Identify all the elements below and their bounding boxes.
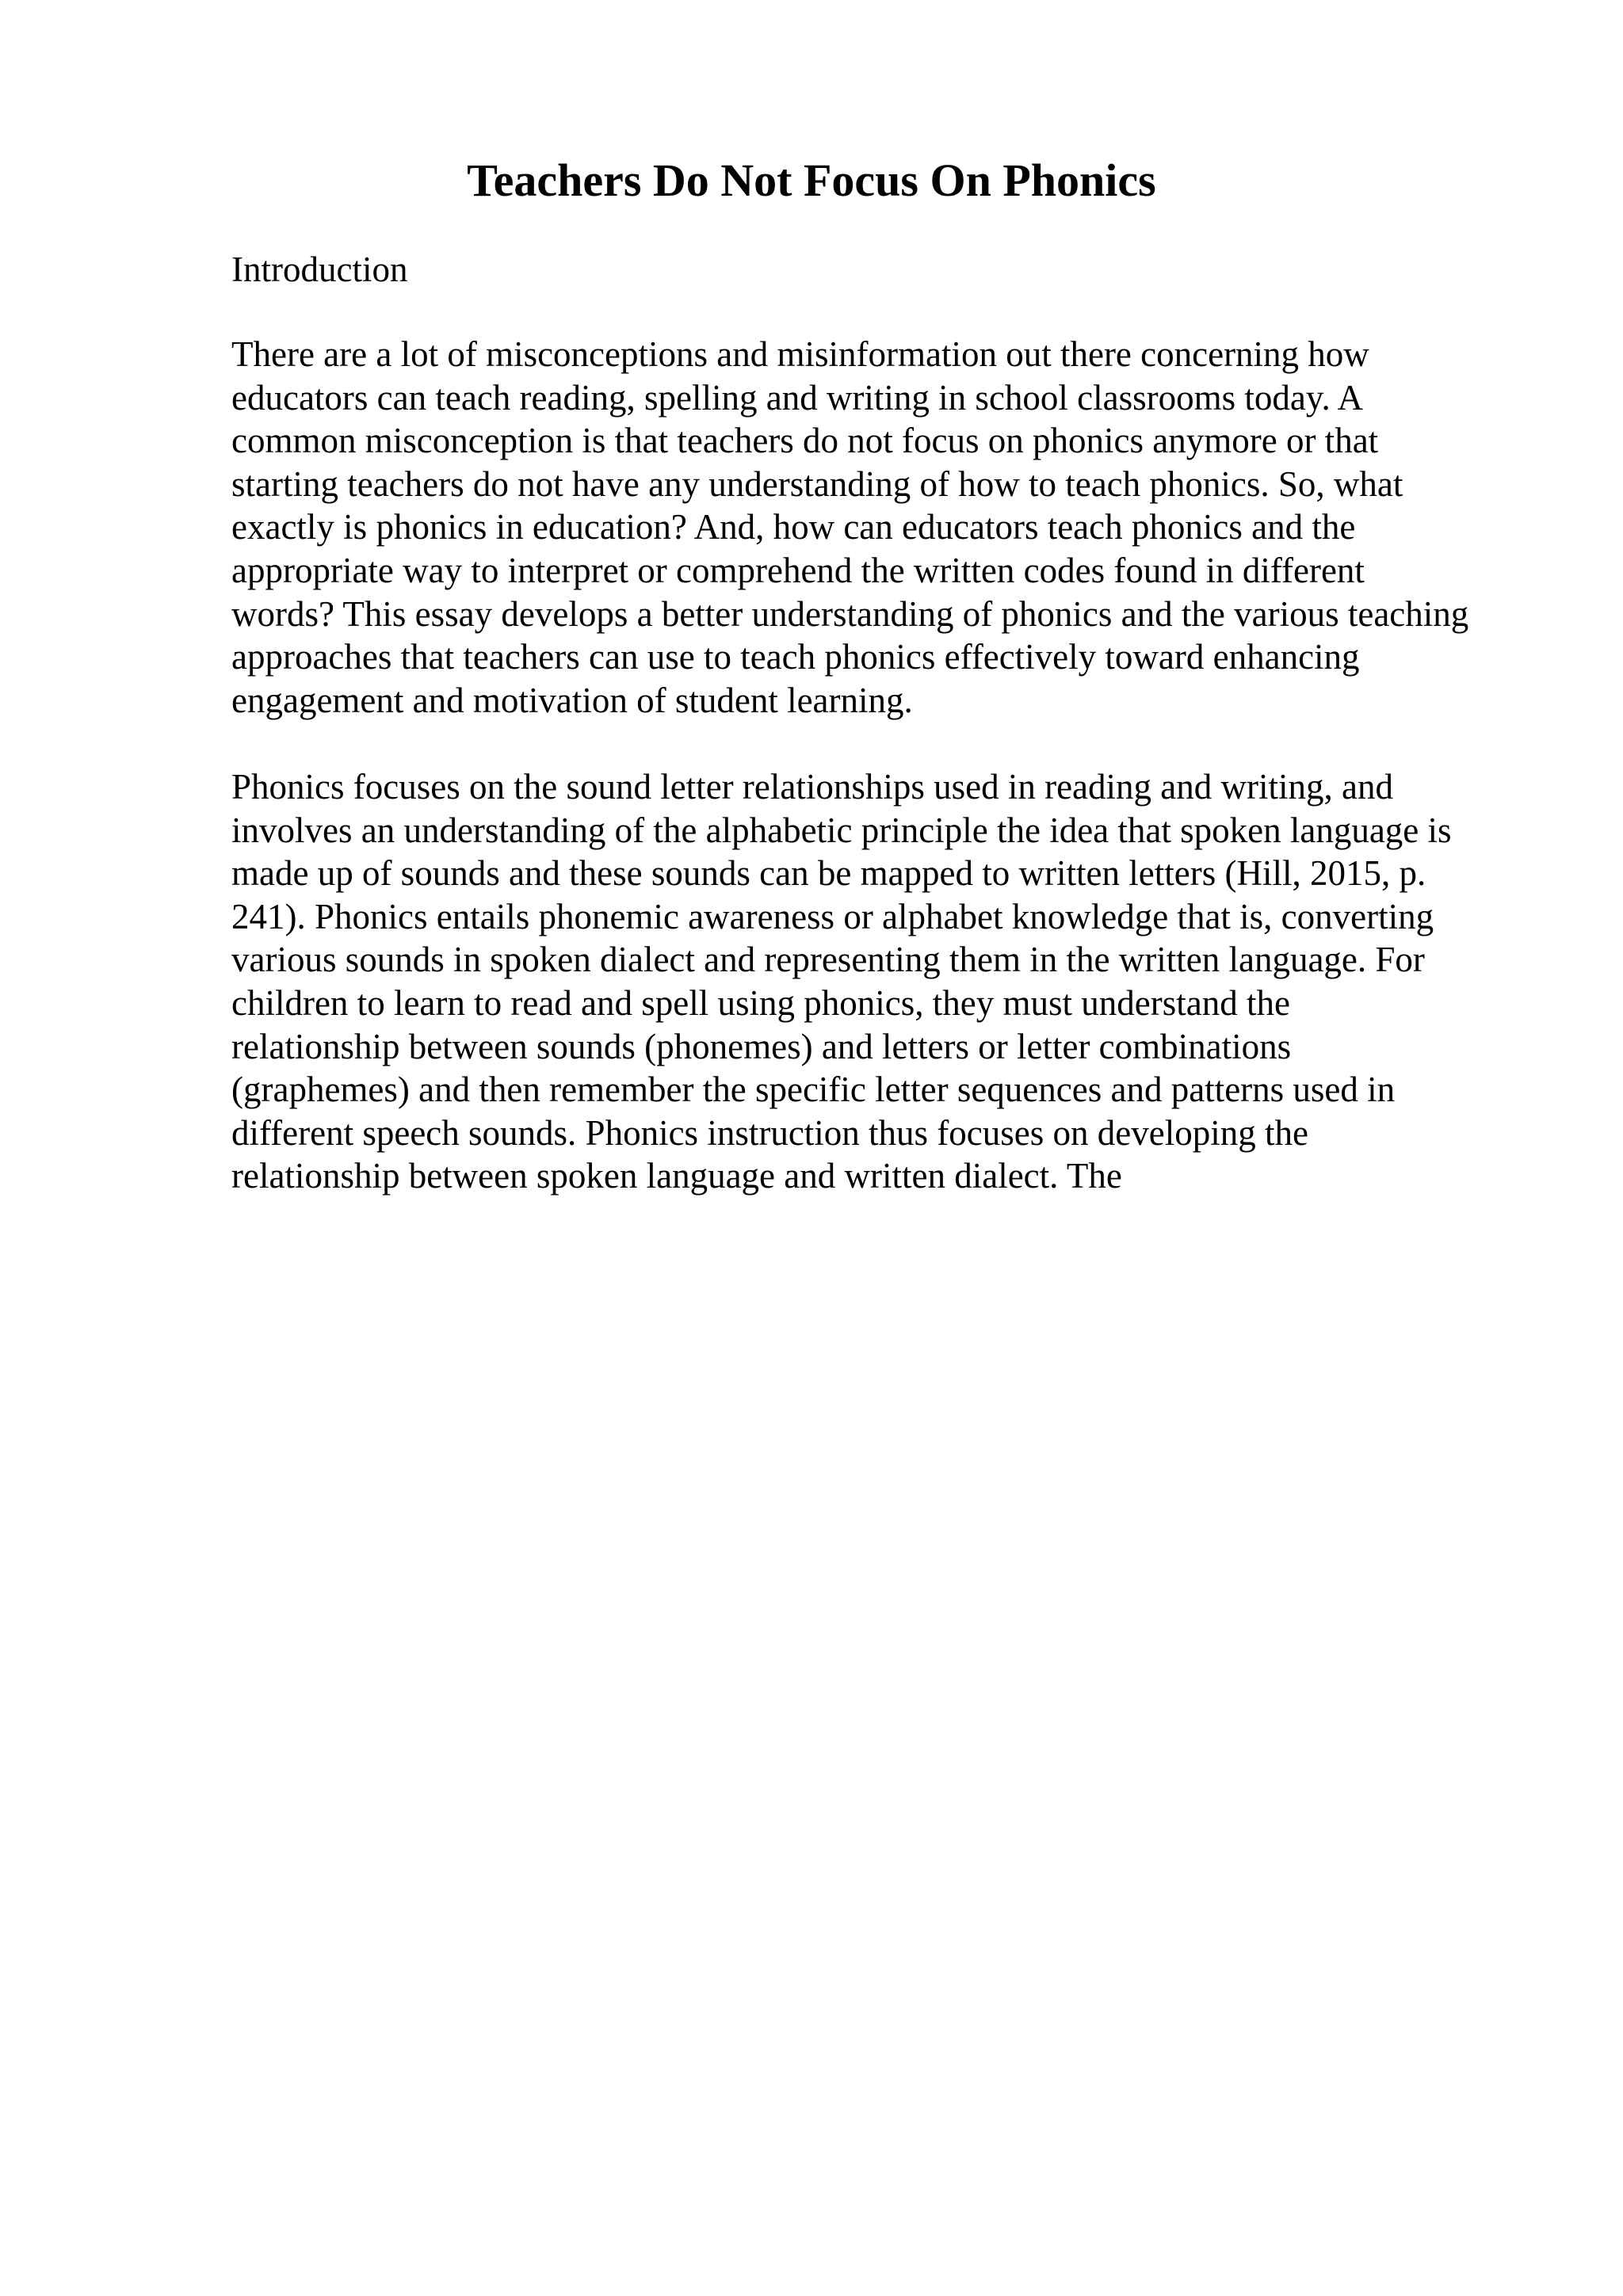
paragraph-line: children to learn to read and spell using phonics, they must understand the — [231, 982, 1290, 1023]
paragraph-line: various sounds in spoken dialect and representing them in the written language. For — [231, 940, 1425, 980]
paragraph-line: relationship between spoken language and written dialect. The — [231, 1156, 1122, 1196]
paragraph-line: appropriate way to interpret or comprehend the written codes found in different — [231, 550, 1365, 590]
paragraph-line: There are a lot of misconceptions and misinformation out there concerning how — [231, 334, 1369, 374]
paragraph-line: made up of sounds and these sounds can be mapped to written letters (Hill, 2015, p. — [231, 853, 1426, 894]
paragraph-line: relationship between sounds (phonemes) and letters or letter combinations — [231, 1026, 1292, 1066]
paragraph-line: Phonics focuses on the sound letter relationships used in reading and writing, and — [231, 767, 1393, 807]
document-title: Teachers Do Not Focus On Phonics — [467, 154, 1156, 206]
paragraph-line: (graphemes) and then remember the specific letter sequences and patterns used in — [231, 1070, 1396, 1110]
paragraph-introduction — [231, 333, 1468, 722]
paragraph-line: 241). Phonics entails phonemic awareness or alphabet knowledge that is, converting — [231, 896, 1434, 936]
paragraph-line: different speech sounds. Phonics instruction thus focuses on developing the — [231, 1112, 1308, 1153]
paragraph-line: approaches that teachers can use to teach phonics effectively toward enhancing — [231, 637, 1360, 677]
paragraph-phonics-definition — [231, 765, 1452, 1198]
section-heading: Introduction — [231, 250, 408, 289]
paragraph-line: words? This essay develops a better understanding of phonics and the various teaching — [231, 593, 1469, 634]
paragraph-line: educators can teach reading, spelling and writing in school classrooms today. A — [231, 377, 1363, 418]
paragraph-line: starting teachers do not have any understanding of how to teach phonics. So, what — [231, 463, 1403, 504]
paragraph-line: exactly is phonics in education? And, how can educators teach phonics and the — [231, 507, 1356, 547]
paragraph-line: involves an understanding of the alphabetic principle the idea that spoken language is — [231, 810, 1452, 850]
paragraph-line: common misconception is that teachers do not focus on phonics anymore or that — [231, 421, 1379, 461]
paragraph-line: engagement and motivation of student learning. — [231, 680, 913, 720]
